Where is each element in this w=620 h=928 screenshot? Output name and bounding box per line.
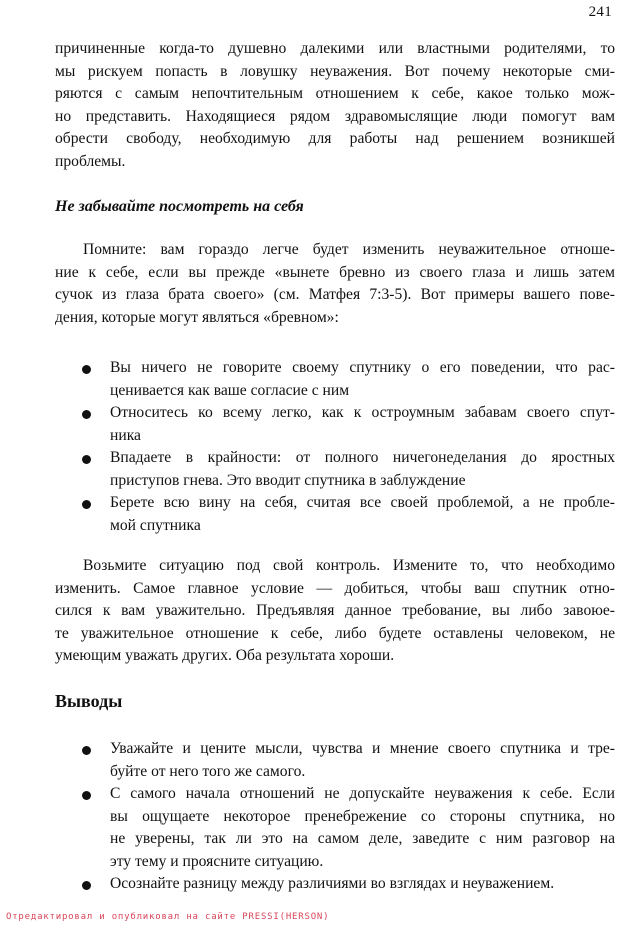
section-subheading: Не забывайте посмотреть на себя: [55, 198, 304, 215]
text-line: не уверены, так ли это на самом деле, заведите с ним разговор на: [110, 830, 615, 847]
text-line: Относитесь ко всему легко, как к остроумным забавам своего спут-: [110, 404, 615, 421]
bullet-icon: [82, 881, 91, 890]
text-line: Помните: вам гораздо легче будет изменить неуважительное отноше-: [83, 241, 615, 258]
text-line: обрести свободу, необходимую для работы над решением возникшей: [55, 130, 615, 147]
text-line: ние к себе, если вы прежде «вынете бревно из своего глаза и лишь затем: [55, 263, 615, 281]
bullet-icon: [82, 455, 91, 464]
text-line: сучок из глаза брата своего» (см. Матфея 7:3-5). Вот примеры вашего пове-: [55, 286, 615, 303]
bullet-icon: [82, 410, 91, 419]
text-line: причиненные когда-то душевно далекими или властными родителями, то: [55, 40, 615, 57]
text-line: С самого начала отношений не допускайте неуважения к себе. Если: [110, 785, 615, 802]
text-line: Уважайте и цените мысли, чувства и мнение своего спутника и тре-: [110, 740, 615, 757]
log-examples-list: [80, 357, 615, 537]
list-item: [80, 447, 615, 492]
text-line: буйте от него того же самого.: [110, 762, 306, 780]
footer-watermark: Отредактировал и опубликовал на сайте PRESSI(HERSON): [6, 912, 330, 922]
text-line: ряются с самым непочтительным отношением к себе, какое только мож-: [55, 85, 615, 102]
list-item: [80, 357, 615, 402]
intro-paragraph: [55, 38, 615, 173]
bullet-icon: [82, 791, 91, 800]
conclusions-heading: Выводы: [55, 691, 123, 711]
list-item: [80, 738, 615, 783]
text-line: мы рискуем попасть в ловушку неуважения. Вот почему некоторые сми-: [55, 62, 615, 80]
page-number: 241: [588, 4, 612, 20]
list-item: [80, 492, 615, 537]
text-line: дения, которые могут являться «бревном»:: [55, 308, 339, 326]
control-paragraph: [55, 555, 615, 668]
list-item: [80, 402, 615, 447]
text-line: ника: [110, 426, 141, 444]
text-line: Берете всю вину на себя, считая все своей проблемой, а не пробле-: [110, 494, 615, 511]
text-line: но представить. Находящиеся рядом здравомыслящие люди помогут вам: [55, 107, 615, 125]
text-line: Впадаете в крайности: от полного ничегонеделания до яростных: [110, 449, 615, 466]
bullet-icon: [82, 500, 91, 509]
text-line: ценивается как ваше согласие с ним: [110, 381, 350, 399]
text-line: умеющим уважать других. Оба результата хороши.: [55, 647, 395, 664]
text-line: вы ощущаете некоторое пренебрежение со стороны спутника, но: [110, 807, 615, 825]
text-line: изменить. Самое главное условие — добиться, чтобы ваш спутник отно-: [55, 579, 615, 597]
text-line: Вы ничего не говорите своему спутнику о его поведении, что рас-: [110, 359, 615, 376]
bullet-icon: [82, 365, 91, 374]
text-line: Возьмите ситуацию под свой контроль. Измените то, что необходимо: [83, 557, 615, 574]
text-line: проблемы.: [55, 152, 126, 170]
list-item: [80, 873, 615, 896]
text-line: Осознайте разницу между различиями во взглядах и неуважением.: [110, 875, 555, 892]
conclusions-list: [80, 738, 615, 896]
text-line: те уважительное отношение к себе, либо будете оставлены человеком, не: [55, 624, 615, 642]
text-line: мой спутника: [110, 516, 201, 534]
text-line: эту тему и проясните ситуацию.: [110, 852, 324, 870]
remember-paragraph: [55, 239, 615, 329]
list-item: [80, 783, 615, 873]
text-line: сился к вам уважительно. Предъявляя данное требование, вы либо завоюе-: [55, 602, 615, 619]
bullet-icon: [82, 746, 91, 755]
text-line: приступов гнева. Это вводит спутника в заблуждение: [110, 471, 466, 489]
